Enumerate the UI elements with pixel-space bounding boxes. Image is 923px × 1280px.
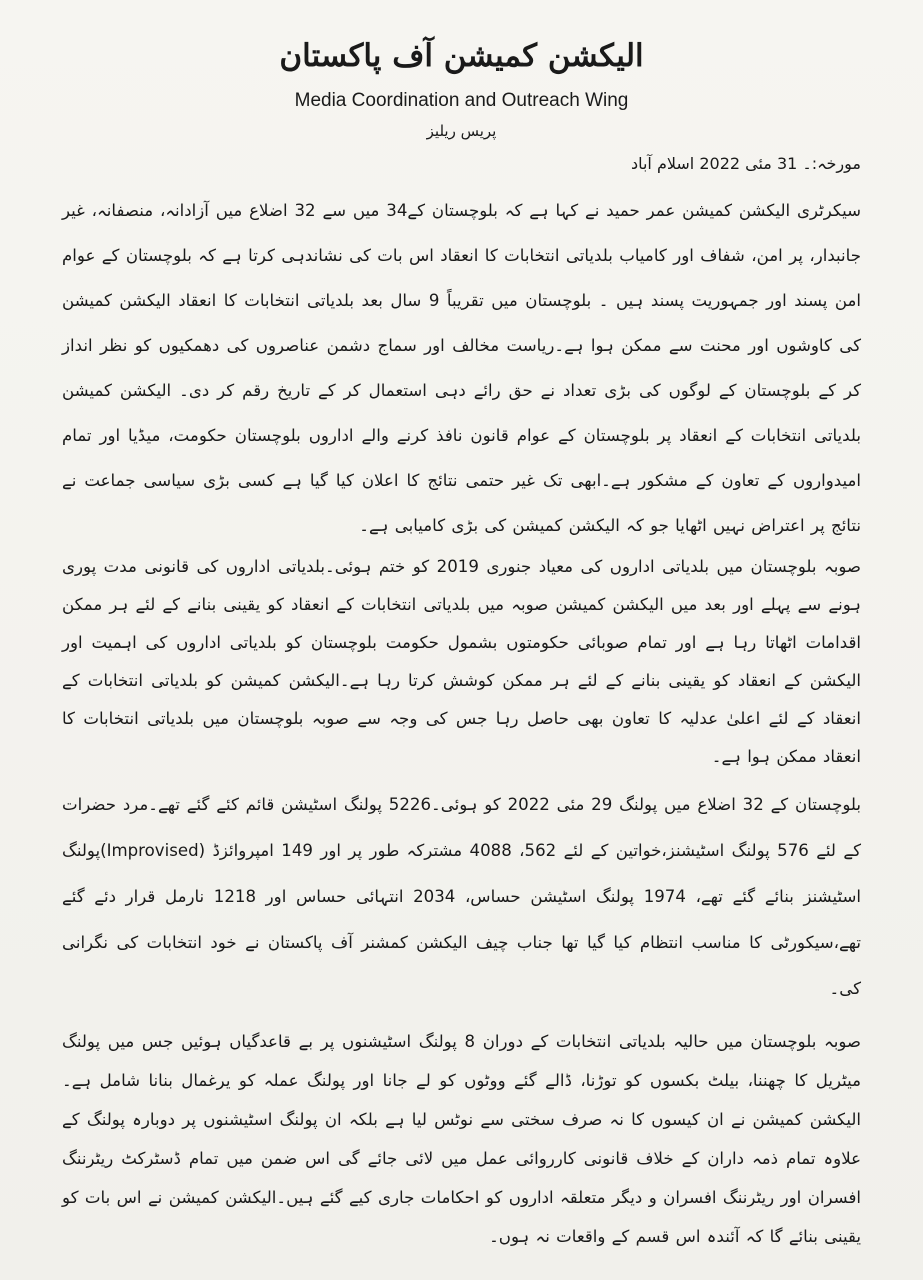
dateline: مورخہ:۔ 31 مئی 2022 اسلام آباد xyxy=(630,154,861,173)
page-bottom-margin xyxy=(62,1256,861,1276)
paragraph-1: سیکرٹری الیکشن کمیشن عمر حمید نے کہا ہے کہ بلوچستان کے34 میں سے 32 اضلاع میں آزادانہ، منصفانہ، غیر جانبدار، پر امن، شفاف اور کامیاب بلدیاتی انتخابات کا انعقاد اس بات کی نشاندہی کرتا ہے کہ بلوچستان کے عوام امن پسند اور جمہوریت پسند ہیں ۔ بلوچستان میں تقریباً 9 سال بعد بلدیاتی انتخابات کا انعقاد الیکشن کمیشن کی کاوشوں اور محنت سے ممکن ہوا ہے۔ریاست مخالف اور سماج دشمن عناصروں کی دھمکیوں کو نظر انداز کر کے بلوچستان کے لوگوں کی بڑی تعداد نے حق رائے دہی استعمال کر کے تاریخ رقم کر دی۔ الیکشن کمیشن بلدیاتی انتخابات کے انعقاد پر بلوچستان کے عوام قانون نافذ کرنے والے اداروں بلوچستان حکومت، میڈیا اور تمام امیدواروں کے تعاون کے مشکور ہے۔ابھی تک غیر حتمی نتائج کا اعلان کیا گیا ہے کسی بڑی سیاسی جماعت نے نتائج پر اعتراض نہیں اٹھایا جو کہ الیکشن کمیشن کی بڑی کامیابی ہے۔ xyxy=(62,201,862,535)
page-title: الیکشن کمیشن آف پاکستان xyxy=(279,38,644,74)
paragraph-4: صوبہ بلوچستان میں حالیہ بلدیاتی انتخابات کے دوران 8 پولنگ اسٹیشنوں پر بے قاعدگیاں ہوئیں جس میں پولنگ میٹریل کا چھننا، بیلٹ بکسوں کو توڑنا، ڈالے گئے ووٹوں کو لے جانا اور پولنگ عملہ کو یرغمال بنانا شامل ہے۔الیکشن کمیشن نے ان کیسوں کا نہ صرف سختی سے نوٹس لیا ہے بلکہ ان پولنگ اسٹیشنوں پر دوبارہ پولنگ کے علاوہ تمام ذمہ داران کے خلاف قانونی کارروائی عمل میں لائی جائے گی اس ضمن میں تمام ڈسٹرکٹ ریٹرننگ افسران اور ریٹرننگ افسران و دیگر متعلقہ اداروں کو احکامات جاری کیے گئے ہیں۔الیکشن کمیشن نے اس بات کو یقینی بنائے گا کہ آئندہ اس قسم کے واقعات نہ ہوں۔ xyxy=(62,1032,862,1246)
wing-name: Media Coordination and Outreach Wing xyxy=(294,90,629,111)
press-release-label: پریس ریلیز xyxy=(426,122,497,140)
paragraph-3: بلوچستان کے 32 اضلاع میں پولنگ 29 مئی 2022 کو ہوئی۔5226 پولنگ اسٹیشن قائم کئے گئے تھے۔مرد حضرات کے لئے 576 پولنگ اسٹیشنز،خواتین کے لئے 562، 4088 مشترکہ طور پر اور 149 امپروائزڈ (Improvised)پولنگ اسٹیشنز بنائے گئے تھے، 1974 پولنگ اسٹیشن حساس، 2034 انتہائی حساس اور 1218 نارمل قرار دئے گئے تھے،سیکورٹی کا مناسب انتظام کیا گیا تھا جناب چیف الیکشن کمشنر آف پاکستان نے خود انتخابات کی نگرانی کی۔ xyxy=(62,795,862,998)
paragraph-2: صوبہ بلوچستان میں بلدیاتی اداروں کی معیاد جنوری 2019 کو ختم ہوئی۔بلدیاتی اداروں کی قانونی مدت پوری ہونے سے پہلے اور بعد میں الیکشن کمیشن صوبہ میں بلدیاتی انتخابات کے انعقاد کو یقینی بنانے کے لئے ہر ممکن اقدامات اٹھاتا رہا ہے اور تمام صوبائی حکومتوں بشمول حکومت بلوچستان کو بلدیاتی اداروں کی اہمیت اور الیکشن کے انعقاد کو یقینی بنانے کے لئے ہر ممکن کوشش کرتا رہا ہے۔الیکشن کمیشن کو بلدیاتی انتخابات کے انعقاد کے لئے اعلیٰ عدلیہ کا تعاون بھی حاصل رہا جس کی وجہ سے صوبہ بلوچستان میں بلدیاتی انتخابات کا انعقاد ممکن ہوا ہے۔ xyxy=(62,557,861,766)
